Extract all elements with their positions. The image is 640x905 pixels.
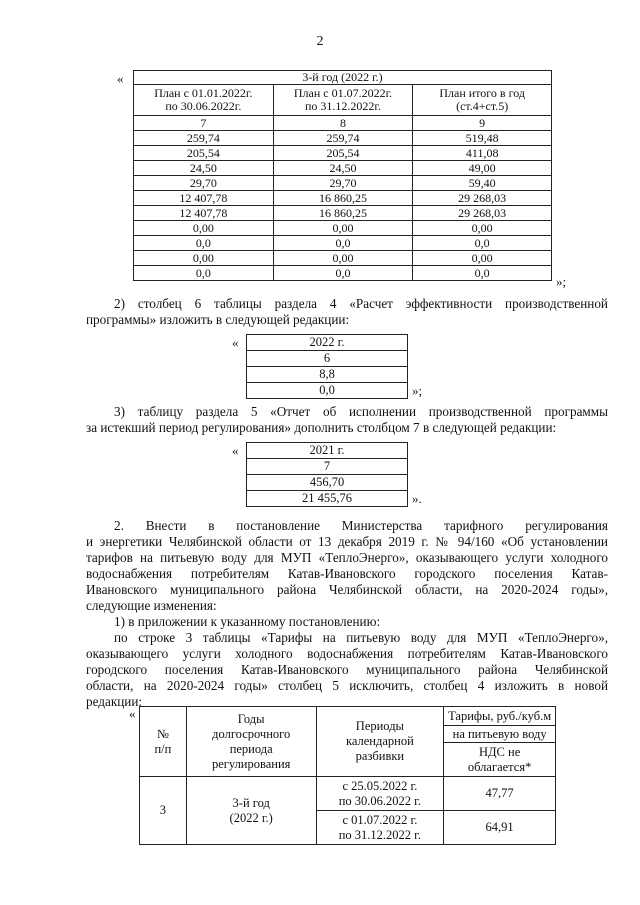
table1-cell: 0,00 <box>134 221 274 236</box>
section2-line: следующие изменения: <box>86 598 217 613</box>
table3-cell: 456,70 <box>247 475 408 491</box>
table2-row <box>247 367 408 383</box>
section2-line: тарифов на питьевую воду для МУП «ТеплоЭнерго», оказывающего услуги холодного <box>86 550 608 565</box>
table2-cell: 6 <box>247 351 408 367</box>
t4-header-periods: Периоды календарной разбивки <box>316 707 444 777</box>
table1-row <box>134 266 552 281</box>
table3-row <box>247 443 408 459</box>
section2-line: 2. Внести в постановление Министерства тарифного регулирования <box>114 518 608 533</box>
table1-cell: 9 <box>413 116 552 131</box>
table3-row <box>247 459 408 475</box>
table1-cell: 259,74 <box>134 131 274 146</box>
quote-open-4: « <box>129 706 136 721</box>
table1-cell: 29 268,03 <box>413 191 552 206</box>
table3-close: ». <box>412 491 422 506</box>
table1-cell: 259,74 <box>273 131 413 146</box>
table1-cell: 7 <box>134 116 274 131</box>
table1-cell: 205,54 <box>134 146 274 161</box>
table1-header-h2: План с 01.07.2022г. по 31.12.2022г. <box>273 85 413 116</box>
item3-line2: за истекший период регулирования» дополнить столбцом 7 в следующей редакции: <box>86 420 557 435</box>
t4-value-1: 47,77 <box>444 777 556 811</box>
t4-header-years: Годы долгосрочного периода регулирования <box>186 707 316 777</box>
table2-row <box>247 335 408 351</box>
table2-cell: 0,0 <box>247 383 408 399</box>
table1-cell: 0,0 <box>413 236 552 251</box>
sub1-heading: 1) в приложении к указанному постановлению: <box>114 614 381 629</box>
table1-cell: 12 407,78 <box>134 191 274 206</box>
table3-row <box>247 475 408 491</box>
table2-row <box>247 383 408 399</box>
t4-header-num: № п/п <box>140 707 187 777</box>
table1-header-total: План итого в год (ст.4+ст.5) <box>413 85 552 116</box>
table1-cell: 0,0 <box>134 266 274 281</box>
item2-line2: программы» изложить в следующей редакции: <box>86 312 350 327</box>
table1-cell: 29 268,03 <box>413 206 552 221</box>
table1-row <box>134 161 552 176</box>
table3-cell: 7 <box>247 459 408 475</box>
table1-cell: 411,08 <box>413 146 552 161</box>
t4-row-year: 3-й год (2022 г.) <box>186 777 316 845</box>
table1-row <box>134 116 552 131</box>
sub1-line: области, на 2020-2024 годы» столбец 5 исключить, столбец 4 изложить в новой <box>86 678 608 693</box>
table2-close: »; <box>412 383 423 398</box>
t4-header-vat: НДС не облагается* <box>444 743 556 777</box>
table1-cell: 0,00 <box>413 221 552 236</box>
table1-cell: 519,48 <box>413 131 552 146</box>
table1-cell: 205,54 <box>273 146 413 161</box>
sub1-line: редакции: <box>86 694 143 709</box>
section2-line: и энергетики Челябинской области от 13 декабря 2019 г. № 94/160 «Об установлении <box>86 534 608 549</box>
table1-cell: 0,00 <box>273 251 413 266</box>
t4-row-num: 3 <box>140 777 187 845</box>
table1-row <box>134 221 552 236</box>
table1-cell: 29,70 <box>273 176 413 191</box>
t4-value-2: 64,91 <box>444 811 556 845</box>
t4-period-1: с 25.05.2022 г. по 30.06.2022 г. <box>316 777 444 811</box>
table1-cell: 0,00 <box>134 251 274 266</box>
page-number: 2 <box>316 34 324 49</box>
table1-row <box>134 131 552 146</box>
table3-cell: 2021 г. <box>247 443 408 459</box>
sub1-line: оказывающего услуги холодного водоснабжения потребителям Катав-Ивановского <box>86 646 608 661</box>
table1-row <box>134 176 552 191</box>
table1-cell: 24,50 <box>134 161 274 176</box>
table-plan-2022 <box>133 70 552 281</box>
section2-line: Ивановского муниципального района Челябинской области, на 2020-2024 годы», <box>86 582 608 597</box>
quote-open-2: « <box>232 335 239 350</box>
table1-cell: 0,0 <box>273 266 413 281</box>
table2-cell: 8,8 <box>247 367 408 383</box>
table3-row <box>247 491 408 507</box>
t4-period-2: с 01.07.2022 г. по 31.12.2022 г. <box>316 811 444 845</box>
table1-cell: 12 407,78 <box>134 206 274 221</box>
table1-cell: 0,00 <box>273 221 413 236</box>
table-efficiency <box>246 334 408 399</box>
t4-header-tariffs: Тарифы, руб./куб.м <box>444 707 556 726</box>
table1-cell: 29,70 <box>134 176 274 191</box>
table1-cell: 59,40 <box>413 176 552 191</box>
sub1-line: по строке 3 таблицы «Тарифы на питьевую воду для МУП «ТеплоЭнерго», <box>114 630 608 645</box>
section2-line: водоснабжения потребителям Катав-Ивановского городского поселения Катав- <box>86 566 608 581</box>
table2-cell: 2022 г. <box>247 335 408 351</box>
table1-row <box>134 206 552 221</box>
table1-row <box>134 146 552 161</box>
table-report <box>246 442 408 507</box>
table1-cell: 0,0 <box>413 266 552 281</box>
table1-row <box>134 251 552 266</box>
table1-cell: 24,50 <box>273 161 413 176</box>
table1-header-h1: План с 01.01.2022г. по 30.06.2022г. <box>134 85 274 116</box>
sub1-line: городского поселения Катав-Ивановского муниципального района Челябинской <box>86 662 608 677</box>
table1-cell: 8 <box>273 116 413 131</box>
table1-super-header: 3-й год (2022 г.) <box>134 71 552 85</box>
table-tariffs <box>139 706 556 845</box>
table1-cell: 16 860,25 <box>273 206 413 221</box>
quote-open-3: « <box>232 443 239 458</box>
table2-row <box>247 351 408 367</box>
table1-cell: 0,00 <box>413 251 552 266</box>
table1-cell: 16 860,25 <box>273 191 413 206</box>
table3-cell: 21 455,76 <box>247 491 408 507</box>
quote-open-1: « <box>117 71 124 86</box>
item3-line1: 3) таблицу раздела 5 «Отчет об исполнении производственной программы <box>114 404 608 419</box>
item2-line1: 2) столбец 6 таблицы раздела 4 «Расчет эффективности производственной <box>114 296 608 311</box>
table1-cell: 0,0 <box>134 236 274 251</box>
table1-row <box>134 191 552 206</box>
table1-row <box>134 236 552 251</box>
table1-cell: 49,00 <box>413 161 552 176</box>
table1-cell: 0,0 <box>273 236 413 251</box>
table1-close: »; <box>556 274 567 289</box>
t4-header-water: на питьевую воду <box>444 726 556 743</box>
